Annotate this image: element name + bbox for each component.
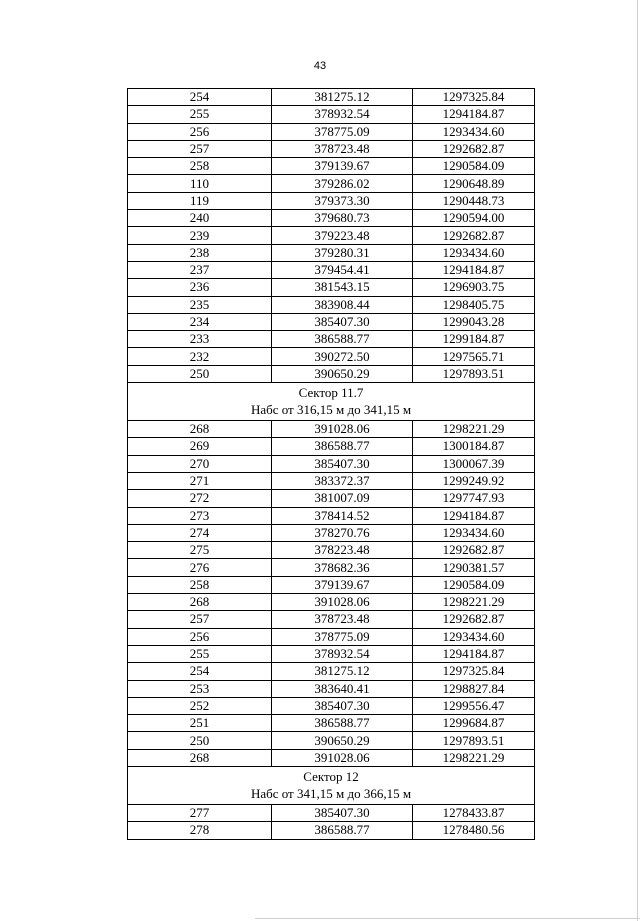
x-coordinate-cell: 378723.48 [272, 140, 413, 157]
page-number: 43 [313, 60, 327, 72]
table-row [128, 715, 535, 732]
y-coordinate-cell: 1293434.60 [413, 244, 535, 261]
y-coordinate-cell: 1290584.09 [413, 576, 535, 593]
point-number-cell: 254 [128, 663, 272, 680]
x-coordinate-cell: 386588.77 [272, 331, 413, 348]
table-row [128, 261, 535, 278]
x-coordinate-cell: 378223.48 [272, 542, 413, 559]
y-coordinate-cell: 1298221.29 [413, 749, 535, 766]
x-coordinate-cell: 383908.44 [272, 296, 413, 313]
x-coordinate-cell: 378932.54 [272, 106, 413, 123]
y-coordinate-cell: 1300067.39 [413, 455, 535, 472]
y-coordinate-cell: 1290381.57 [413, 559, 535, 576]
x-coordinate-cell: 381543.15 [272, 279, 413, 296]
table-row [128, 507, 535, 524]
table-row [128, 158, 535, 175]
table-row [128, 680, 535, 697]
point-number-cell: 253 [128, 680, 272, 697]
section-subtitle: Набс от 316,15 м до 341,15 м [250, 402, 412, 418]
x-coordinate-cell: 379454.41 [272, 261, 413, 278]
y-coordinate-cell: 1298221.29 [413, 421, 535, 438]
x-coordinate-cell: 381007.09 [272, 490, 413, 507]
table-row [128, 804, 535, 821]
x-coordinate-cell: 379280.31 [272, 244, 413, 261]
y-coordinate-cell: 1290594.00 [413, 210, 535, 227]
table-row [128, 106, 535, 123]
y-coordinate-cell: 1299184.87 [413, 331, 535, 348]
x-coordinate-cell: 385407.30 [272, 455, 413, 472]
x-coordinate-cell: 379139.67 [272, 576, 413, 593]
point-number-cell: 236 [128, 279, 272, 296]
point-number-cell: 235 [128, 296, 272, 313]
x-coordinate-cell: 386588.77 [272, 822, 413, 839]
y-coordinate-cell: 1297325.84 [413, 89, 535, 106]
y-coordinate-cell: 1293434.60 [413, 123, 535, 140]
point-number-cell: 268 [128, 749, 272, 766]
x-coordinate-cell: 390272.50 [272, 348, 413, 365]
point-number-cell: 250 [128, 732, 272, 749]
x-coordinate-cell: 379286.02 [272, 175, 413, 192]
y-coordinate-cell: 1300184.87 [413, 438, 535, 455]
section-header-row [128, 383, 535, 421]
scan-edge-bottom [255, 918, 640, 919]
point-number-cell: 275 [128, 542, 272, 559]
table-row [128, 490, 535, 507]
table-row [128, 244, 535, 261]
y-coordinate-cell: 1297325.84 [413, 663, 535, 680]
y-coordinate-cell: 1294184.87 [413, 261, 535, 278]
x-coordinate-cell: 379373.30 [272, 192, 413, 209]
x-coordinate-cell: 379139.67 [272, 158, 413, 175]
point-number-cell: 255 [128, 106, 272, 123]
y-coordinate-cell: 1296903.75 [413, 279, 535, 296]
x-coordinate-cell: 381275.12 [272, 89, 413, 106]
coordinates-table [127, 88, 535, 840]
y-coordinate-cell: 1297565.71 [413, 348, 535, 365]
point-number-cell: 269 [128, 438, 272, 455]
x-coordinate-cell: 386588.77 [272, 715, 413, 732]
section-title: Сектор 12 [303, 768, 359, 784]
table-row [128, 175, 535, 192]
point-number-cell: 256 [128, 123, 272, 140]
point-number-cell: 258 [128, 158, 272, 175]
table-row [128, 365, 535, 382]
point-number-cell: 240 [128, 210, 272, 227]
table-row [128, 421, 535, 438]
point-number-cell: 257 [128, 611, 272, 628]
table-row [128, 559, 535, 576]
y-coordinate-cell: 1299043.28 [413, 313, 535, 330]
x-coordinate-cell: 391028.06 [272, 421, 413, 438]
point-number-cell: 270 [128, 455, 272, 472]
x-coordinate-cell: 391028.06 [272, 749, 413, 766]
table-row [128, 472, 535, 489]
point-number-cell: 258 [128, 576, 272, 593]
point-number-cell: 252 [128, 697, 272, 714]
point-number-cell: 251 [128, 715, 272, 732]
table-row [128, 227, 535, 244]
table-row [128, 542, 535, 559]
table-row [128, 749, 535, 766]
y-coordinate-cell: 1290584.09 [413, 158, 535, 175]
x-coordinate-cell: 385407.30 [272, 697, 413, 714]
section-title: Сектор 11.7 [298, 385, 364, 401]
table-row [128, 732, 535, 749]
point-number-cell: 277 [128, 804, 272, 821]
y-coordinate-cell: 1298405.75 [413, 296, 535, 313]
y-coordinate-cell: 1297893.51 [413, 732, 535, 749]
x-coordinate-cell: 378932.54 [272, 645, 413, 662]
coordinates-table-body [128, 89, 535, 840]
y-coordinate-cell: 1290448.73 [413, 192, 535, 209]
table-row [128, 663, 535, 680]
section-header-row [128, 766, 535, 804]
table-row [128, 628, 535, 645]
x-coordinate-cell: 391028.06 [272, 594, 413, 611]
x-coordinate-cell: 378723.48 [272, 611, 413, 628]
point-number-cell: 232 [128, 348, 272, 365]
table-row [128, 296, 535, 313]
section-header [128, 766, 535, 804]
x-coordinate-cell: 390650.29 [272, 365, 413, 382]
y-coordinate-cell: 1294184.87 [413, 106, 535, 123]
x-coordinate-cell: 378775.09 [272, 123, 413, 140]
x-coordinate-cell: 378682.36 [272, 559, 413, 576]
x-coordinate-cell: 385407.30 [272, 313, 413, 330]
x-coordinate-cell: 379680.73 [272, 210, 413, 227]
point-number-cell: 119 [128, 192, 272, 209]
point-number-cell: 257 [128, 140, 272, 157]
point-number-cell: 237 [128, 261, 272, 278]
y-coordinate-cell: 1290648.89 [413, 175, 535, 192]
x-coordinate-cell: 378414.52 [272, 507, 413, 524]
table-row [128, 455, 535, 472]
x-coordinate-cell: 386588.77 [272, 438, 413, 455]
table-row [128, 123, 535, 140]
point-number-cell: 256 [128, 628, 272, 645]
point-number-cell: 234 [128, 313, 272, 330]
x-coordinate-cell: 383640.41 [272, 680, 413, 697]
section-subtitle: Набс от 341,15 м до 366,15 м [250, 785, 412, 801]
y-coordinate-cell: 1294184.87 [413, 645, 535, 662]
y-coordinate-cell: 1299556.47 [413, 697, 535, 714]
point-number-cell: 233 [128, 331, 272, 348]
y-coordinate-cell: 1292682.87 [413, 227, 535, 244]
point-number-cell: 272 [128, 490, 272, 507]
point-number-cell: 110 [128, 175, 272, 192]
point-number-cell: 239 [128, 227, 272, 244]
point-number-cell: 278 [128, 822, 272, 839]
table-row [128, 279, 535, 296]
point-number-cell: 238 [128, 244, 272, 261]
x-coordinate-cell: 378270.76 [272, 524, 413, 541]
y-coordinate-cell: 1292682.87 [413, 611, 535, 628]
y-coordinate-cell: 1298827.84 [413, 680, 535, 697]
table-row [128, 89, 535, 106]
y-coordinate-cell: 1292682.87 [413, 542, 535, 559]
y-coordinate-cell: 1298221.29 [413, 594, 535, 611]
y-coordinate-cell: 1299684.87 [413, 715, 535, 732]
table-row [128, 611, 535, 628]
table-row [128, 822, 535, 839]
point-number-cell: 250 [128, 365, 272, 382]
point-number-cell: 255 [128, 645, 272, 662]
point-number-cell: 273 [128, 507, 272, 524]
x-coordinate-cell: 379223.48 [272, 227, 413, 244]
point-number-cell: 276 [128, 559, 272, 576]
y-coordinate-cell: 1299249.92 [413, 472, 535, 489]
x-coordinate-cell: 383372.37 [272, 472, 413, 489]
scan-edge-right [637, 0, 638, 921]
y-coordinate-cell: 1293434.60 [413, 628, 535, 645]
table-row [128, 313, 535, 330]
table-row [128, 192, 535, 209]
table-row [128, 348, 535, 365]
section-header [128, 383, 535, 421]
table-row [128, 210, 535, 227]
point-number-cell: 268 [128, 421, 272, 438]
table-row [128, 140, 535, 157]
x-coordinate-cell: 390650.29 [272, 732, 413, 749]
table-row [128, 645, 535, 662]
table-row [128, 594, 535, 611]
table-row [128, 331, 535, 348]
x-coordinate-cell: 381275.12 [272, 663, 413, 680]
point-number-cell: 274 [128, 524, 272, 541]
point-number-cell: 271 [128, 472, 272, 489]
table-row [128, 438, 535, 455]
x-coordinate-cell: 385407.30 [272, 804, 413, 821]
y-coordinate-cell: 1294184.87 [413, 507, 535, 524]
table-row [128, 697, 535, 714]
table-row [128, 576, 535, 593]
y-coordinate-cell: 1297747.93 [413, 490, 535, 507]
y-coordinate-cell: 1278433.87 [413, 804, 535, 821]
y-coordinate-cell: 1293434.60 [413, 524, 535, 541]
point-number-cell: 254 [128, 89, 272, 106]
y-coordinate-cell: 1278480.56 [413, 822, 535, 839]
table-row [128, 524, 535, 541]
y-coordinate-cell: 1297893.51 [413, 365, 535, 382]
x-coordinate-cell: 378775.09 [272, 628, 413, 645]
y-coordinate-cell: 1292682.87 [413, 140, 535, 157]
point-number-cell: 268 [128, 594, 272, 611]
